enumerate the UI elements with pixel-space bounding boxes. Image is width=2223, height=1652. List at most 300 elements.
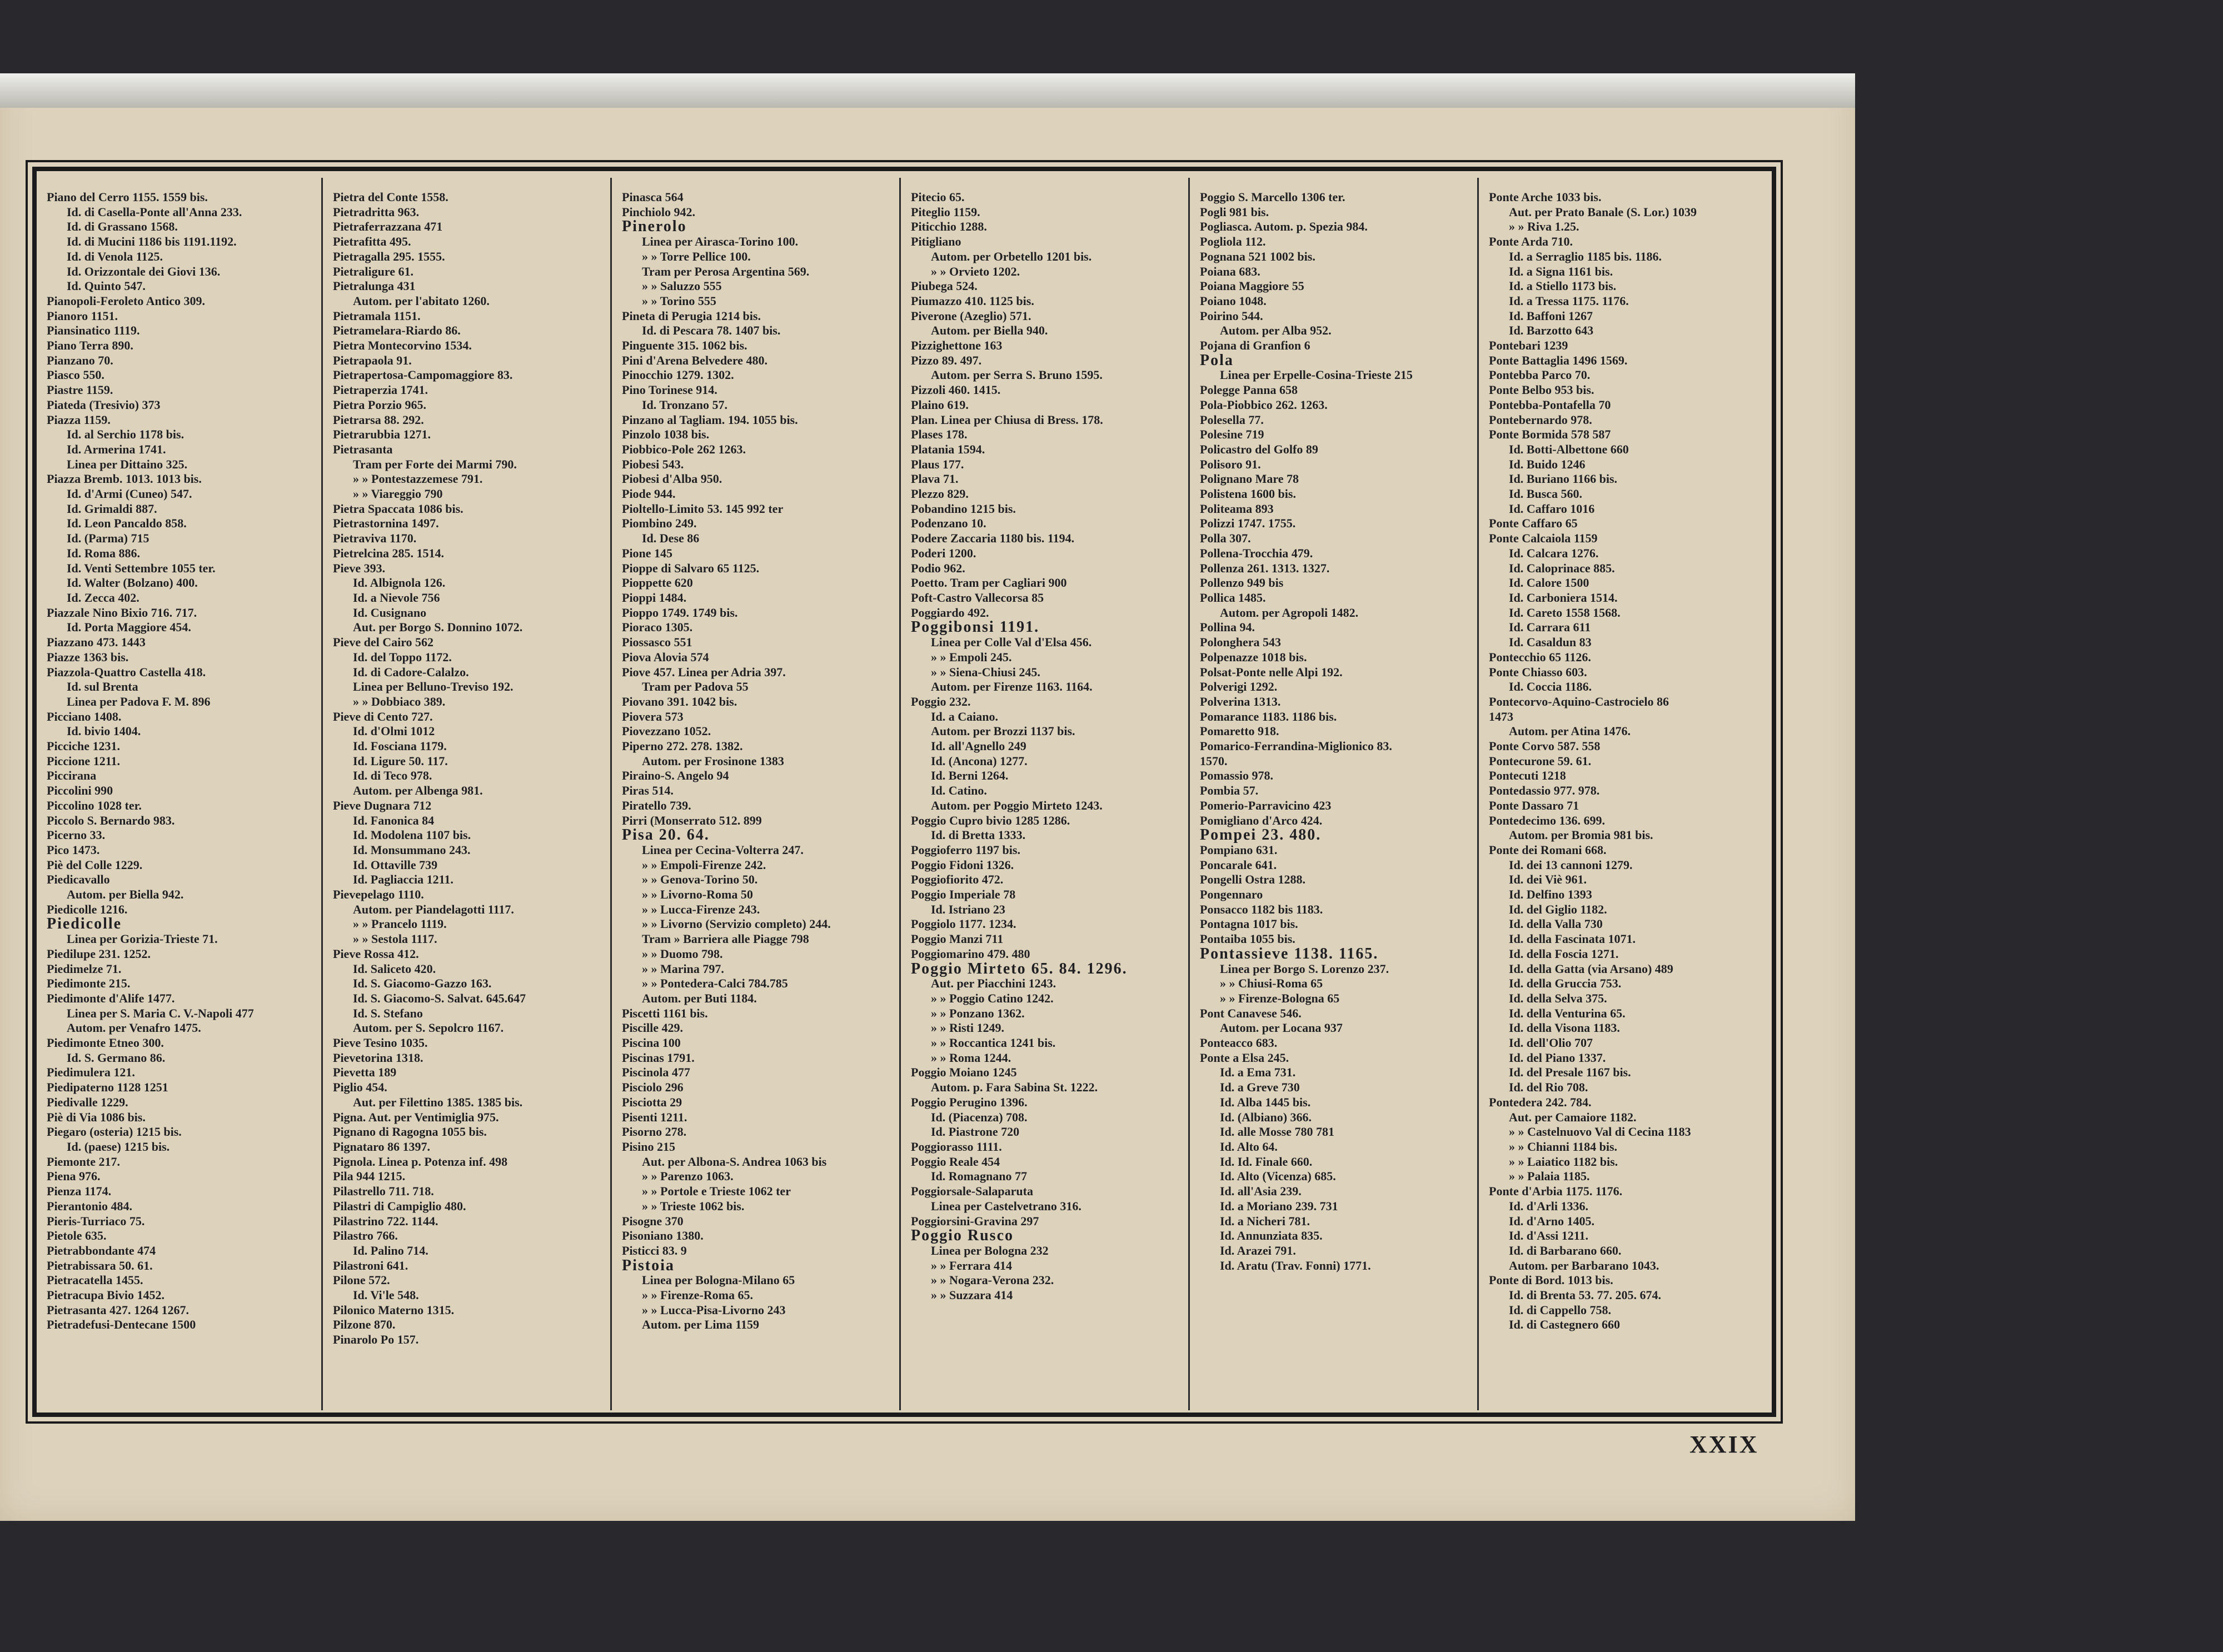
index-entry: Id. di Venola 1125. xyxy=(67,249,163,263)
index-entry: Pizzo 89. 497. xyxy=(911,353,982,367)
index-entry: Id. d'Arno 1405. xyxy=(1509,1214,1595,1228)
index-entry: Id. Grimaldi 887. xyxy=(67,501,157,516)
index-entry: » » Ponzano 1362. xyxy=(931,1006,1025,1020)
index-entry: Id. Porta Maggiore 454. xyxy=(67,620,191,635)
index-entry: Id. Casaldun 83 xyxy=(1509,635,1592,650)
index-entry: Id. Piastrone 720 xyxy=(931,1125,1020,1139)
index-entry: Pietrarubbia 1271. xyxy=(333,427,431,442)
index-entry: Id. all'Agnello 249 xyxy=(931,739,1026,753)
index-entry: Piccolini 990 xyxy=(47,783,113,798)
index-entry: » » Torino 555 xyxy=(642,293,716,308)
index-entry: Pogliasca. Autom. p. Spezia 984. xyxy=(1200,219,1368,234)
index-entry: Id. dell'Olio 707 xyxy=(1509,1036,1593,1050)
index-entry: Ponte dei Romani 668. xyxy=(1489,842,1607,857)
index-entry: Pievetta 189 xyxy=(333,1065,397,1080)
index-entry: Id. di Grassano 1568. xyxy=(67,219,178,234)
index-entry: Linea per Airasca-Torino 100. xyxy=(642,234,799,249)
index-entry: Pieris-Turriaco 75. xyxy=(47,1214,145,1228)
index-entry: Pila 944 1215. xyxy=(333,1169,406,1184)
index-entry: Ponte Arche 1033 bis. xyxy=(1489,190,1602,204)
column-divider xyxy=(1477,178,1479,1410)
index-entry: Pisciotta 29 xyxy=(622,1095,682,1109)
index-entry: Id. del Giglio 1182. xyxy=(1509,902,1607,916)
index-entry: Plaus 177. xyxy=(911,457,964,471)
index-entry: Pieve di Cento 727. xyxy=(333,709,433,723)
index-entry: Pollenzo 949 bis xyxy=(1200,576,1284,590)
index-entry: Pietramelara-Riardo 86. xyxy=(333,323,461,338)
index-entry: Pietra Montecorvino 1534. xyxy=(333,338,472,353)
index-entry: Linea per Dittaino 325. xyxy=(67,457,188,471)
index-entry: Ponte Belbo 953 bis. xyxy=(1489,383,1594,397)
index-entry: Aut. per Filettino 1385. 1385 bis. xyxy=(353,1095,523,1109)
index-entry: Pineta di Perugia 1214 bis. xyxy=(622,308,761,323)
index-entry: Id. Buriano 1166 bis. xyxy=(1509,472,1618,486)
index-entry: Piccione 1211. xyxy=(47,753,120,768)
index-entry: Id. della Visona 1183. xyxy=(1509,1021,1620,1035)
index-entry: Pietraligure 61. xyxy=(333,264,413,278)
index-entry: » » Marina 797. xyxy=(642,961,724,976)
index-entry: Pietraviva 1170. xyxy=(333,531,417,546)
index-entry: Pomarance 1183. 1186 bis. xyxy=(1200,709,1337,723)
index-entry: Piossasco 551 xyxy=(622,635,692,650)
index-entry: Id. di Brenta 53. 77. 205. 674. xyxy=(1509,1288,1662,1302)
index-entry: Pinchiolo 942. xyxy=(622,204,696,219)
index-entry: Piedivalle 1229. xyxy=(47,1095,128,1109)
index-entry: Piazze 1363 bis. xyxy=(47,650,129,664)
index-entry: Id. Walter (Bolzano) 400. xyxy=(67,576,198,590)
index-entry: Piscinas 1791. xyxy=(622,1050,695,1065)
index-entry: Pignataro 86 1397. xyxy=(333,1140,430,1154)
index-entry: Pietrapaola 91. xyxy=(333,353,412,367)
index-entry: Aut. per Albona-S. Andrea 1063 bis xyxy=(642,1154,827,1169)
index-entry: Pilonico Materno 1315. xyxy=(333,1302,455,1317)
index-entry: » » Siena-Chiusi 245. xyxy=(931,665,1040,679)
index-entry: Id. di Bretta 1333. xyxy=(931,828,1026,842)
index-entry: Id. Botti-Albettone 660 xyxy=(1509,442,1629,456)
index-entry: Poetto. Tram per Cagliari 900 xyxy=(911,576,1067,590)
index-entry: Poggiorsale-Salaparuta xyxy=(911,1184,1033,1199)
index-entry: Pignola. Linea p. Potenza inf. 498 xyxy=(333,1154,508,1169)
index-entry: Id. della Fascinata 1071. xyxy=(1509,932,1636,946)
index-entry: » » Trieste 1062 bis. xyxy=(642,1199,745,1213)
index-entry: Piobesi 543. xyxy=(622,457,684,471)
index-entry: Poggioferro 1197 bis. xyxy=(911,842,1020,857)
index-entry: Pontebari 1239 xyxy=(1489,338,1568,353)
index-entry: Id. bivio 1404. xyxy=(67,724,141,738)
index-entry: » » Livorno (Servizio completo) 244. xyxy=(642,917,831,931)
index-entry: Piedicavallo xyxy=(47,872,110,887)
index-entry: Pierantonio 484. xyxy=(47,1199,132,1213)
index-entry: Piazzano 473. 1443 xyxy=(47,635,146,650)
index-entry: Polverigi 1292. xyxy=(1200,680,1278,694)
index-entry: Pietrabissara 50. 61. xyxy=(47,1258,153,1272)
index-entry: Pietraferrazzana 471 xyxy=(333,219,443,234)
index-entry: Piè di Via 1086 bis. xyxy=(47,1110,146,1124)
index-entry: Id. Fanonica 84 xyxy=(353,813,435,827)
index-entry: Autom. per Orbetello 1201 bis. xyxy=(931,249,1092,263)
index-entry: Pieve Rossa 412. xyxy=(333,946,419,961)
index-entry: Polverina 1313. xyxy=(1200,694,1281,708)
index-entry: Id. Monsummano 243. xyxy=(353,842,471,857)
index-entry: Piedimonte d'Alife 1477. xyxy=(47,991,175,1005)
index-entry: Id. Saliceto 420. xyxy=(353,961,436,976)
index-entry: Piombino 249. xyxy=(622,516,697,531)
index-entry: Linea per Padova F. M. 896 xyxy=(67,694,211,708)
index-entry: Piscina 100 xyxy=(622,1036,681,1050)
index-entry: Plan. Linea per Chiusa di Bress. 178. xyxy=(911,412,1103,427)
index-entry: Pitecio 65. xyxy=(911,190,965,204)
index-entry: Pioltello-Limito 53. 145 992 ter xyxy=(622,501,784,516)
index-entry: Piteglio 1159. xyxy=(911,204,980,219)
index-entry: » » Laiatico 1182 bis. xyxy=(1509,1154,1618,1169)
index-entry: Id. Palino 714. xyxy=(353,1243,428,1257)
index-entry: Pollica 1485. xyxy=(1200,590,1266,605)
index-entry: Ponte Battaglia 1496 1569. xyxy=(1489,353,1628,367)
index-entry: Plezzo 829. xyxy=(911,487,969,501)
index-entry: Piovano 391. 1042 bis. xyxy=(622,694,737,708)
index-entry: Pilastri di Campiglio 480. xyxy=(333,1199,466,1213)
index-entry: Pietrastornina 1497. xyxy=(333,516,439,531)
index-entry: Pizzighettone 163 xyxy=(911,338,1003,353)
index-entry: Pinerolo xyxy=(622,218,687,236)
index-column-2 xyxy=(325,190,606,1399)
index-entry: Pilzone 870. xyxy=(333,1317,396,1332)
index-entry: Pomassio 978. xyxy=(1200,768,1273,783)
index-entry: Id. Busca 560. xyxy=(1509,487,1583,501)
index-entry: Piegaro (osteria) 1215 bis. xyxy=(47,1125,182,1139)
index-entry: Id. Istriano 23 xyxy=(931,902,1005,916)
index-entry: Pogli 981 bis. xyxy=(1200,204,1269,219)
index-entry: Pombia 57. xyxy=(1200,783,1259,798)
index-entry: Pontedecimo 136. 699. xyxy=(1489,813,1605,827)
index-entry: Autom. per Bromia 981 bis. xyxy=(1509,828,1653,842)
index-entry: Pontebba Parco 70. xyxy=(1489,368,1591,382)
index-entry: Pisoniano 1380. xyxy=(622,1229,704,1243)
index-entry: Autom. per Piandelagotti 1117. xyxy=(353,902,514,916)
index-entry: Pomerio-Parravicino 423 xyxy=(1200,798,1332,812)
index-entry: Id. Careto 1558 1568. xyxy=(1509,605,1621,620)
index-entry: Picerno 33. xyxy=(47,828,106,842)
index-entry: Pieve del Cairo 562 xyxy=(333,635,434,650)
index-entry: Piova Alovia 574 xyxy=(622,650,709,664)
index-entry: Poggiardo 492. xyxy=(911,605,989,620)
index-entry: Id. al Serchio 1178 bis. xyxy=(67,427,185,442)
index-entry: Pontecchio 65 1126. xyxy=(1489,650,1591,664)
index-entry: Poderi 1200. xyxy=(911,546,976,560)
index-entry: Id. S. Giacomo-Gazzo 163. xyxy=(353,976,492,991)
index-entry: Id. Carrara 611 xyxy=(1509,620,1591,635)
index-entry: » » Poggio Catino 1242. xyxy=(931,991,1054,1005)
index-entry: Id. Baffoni 1267 xyxy=(1509,308,1593,323)
index-entry: Pontedera 242. 784. xyxy=(1489,1095,1592,1109)
index-entry: » » Chiusi-Roma 65 xyxy=(1220,976,1323,991)
index-entry: Id. della Foscia 1271. xyxy=(1509,946,1619,961)
index-entry: Id. a Signa 1161 bis. xyxy=(1509,264,1613,278)
index-entry: Poggio Reale 454 xyxy=(911,1154,1000,1169)
index-entry: Piedimonte 215. xyxy=(47,976,131,991)
index-entry: Id. all'Asia 239. xyxy=(1220,1184,1302,1199)
index-entry: Podenzano 10. xyxy=(911,516,986,531)
index-entry: Linea per Colle Val d'Elsa 456. xyxy=(931,635,1092,650)
index-entry: Podio 962. xyxy=(911,561,965,575)
index-entry: Pietra Spaccata 1086 bis. xyxy=(333,501,463,516)
index-entry: Piscetti 1161 bis. xyxy=(622,1006,708,1020)
index-entry: Pianoro 1151. xyxy=(47,308,118,323)
index-entry: Pontagna 1017 bis. xyxy=(1200,917,1298,931)
index-entry: Id. della Gruccia 753. xyxy=(1509,976,1622,991)
index-entry: Pietradritta 963. xyxy=(333,204,420,219)
index-entry: Autom. per Barbarano 1043. xyxy=(1509,1258,1659,1272)
index-entry: Pinocchio 1279. 1302. xyxy=(622,368,734,382)
index-entry: Pieve Dugnara 712 xyxy=(333,798,432,812)
index-entry: Poggiorasso 1111. xyxy=(911,1140,1002,1154)
index-entry: Polegge Panna 658 xyxy=(1200,383,1298,397)
index-entry: Id. di Cadore-Calalzo. xyxy=(353,665,469,679)
index-entry: Picciano 1408. xyxy=(47,709,122,723)
index-entry: Autom. per Firenze 1163. 1164. xyxy=(931,680,1093,694)
index-entry: Polesine 719 xyxy=(1200,427,1264,442)
index-entry: » » Risti 1249. xyxy=(931,1021,1004,1035)
index-entry: Id. Pagliaccia 1211. xyxy=(353,872,453,887)
index-entry: » » Ferrara 414 xyxy=(931,1258,1012,1272)
index-entry: Poiana Maggiore 55 xyxy=(1200,279,1304,293)
index-entry: Pisticci 83. 9 xyxy=(622,1243,687,1257)
index-entry: Poncarale 641. xyxy=(1200,857,1277,872)
index-entry: » » Roma 1244. xyxy=(931,1050,1011,1065)
index-column-5 xyxy=(1192,190,1473,1399)
index-entry: Poggio Cupro bivio 1285 1286. xyxy=(911,813,1070,827)
index-entry: Piena 976. xyxy=(47,1169,101,1184)
index-entry: Pignano di Ragogna 1055 bis. xyxy=(333,1125,487,1139)
index-entry: Autom. per Alba 952. xyxy=(1220,323,1332,338)
index-entry: Autom. per l'abitato 1260. xyxy=(353,293,490,308)
index-entry: Autom. per Biella 942. xyxy=(67,887,184,902)
index-entry: Linea per Castelvetrano 316. xyxy=(931,1199,1081,1213)
index-entry: Pola xyxy=(1200,351,1234,369)
index-entry: Id. di Barbarano 660. xyxy=(1509,1243,1622,1257)
index-entry: Piccolino 1028 ter. xyxy=(47,798,142,812)
index-entry: Id. Roma 886. xyxy=(67,546,141,560)
index-entry: Id. Zecca 402. xyxy=(67,590,139,605)
index-entry: Poggio Fidoni 1326. xyxy=(911,857,1014,872)
index-entry: Aut. per Prato Banale (S. Lor.) 1039 xyxy=(1509,204,1697,219)
index-entry: Ponte Bormida 578 587 xyxy=(1489,427,1611,442)
index-entry: Tram per Padova 55 xyxy=(642,680,749,694)
index-entry: Id. di Mucini 1186 bis 1191.1192. xyxy=(67,234,237,249)
index-entry: Polonghera 543 xyxy=(1200,635,1282,650)
index-entry: Id. dei 13 cannoni 1279. xyxy=(1509,857,1633,872)
index-entry: Id. della Selva 375. xyxy=(1509,991,1607,1005)
index-entry: Pinarolo Po 157. xyxy=(333,1332,419,1347)
index-entry: Piedimulera 121. xyxy=(47,1065,135,1080)
index-entry: Autom. per Frosinone 1383 xyxy=(642,753,784,768)
index-entry: Id. dei Viè 961. xyxy=(1509,872,1587,887)
index-entry: Pico 1473. xyxy=(47,842,100,857)
index-entry: » » Viareggio 790 xyxy=(353,487,443,501)
index-entry: Pont Canavese 546. xyxy=(1200,1006,1302,1020)
index-entry: Piovera 573 xyxy=(622,709,684,723)
index-entry: Linea per Cecina-Volterra 247. xyxy=(642,842,804,857)
index-entry: Pongennaro xyxy=(1200,887,1263,902)
index-entry: Ponte di Bord. 1013 bis. xyxy=(1489,1273,1613,1287)
index-entry: Pognana 521 1002 bis. xyxy=(1200,249,1315,263)
index-entry: Pioppo 1749. 1749 bis. xyxy=(622,605,738,620)
index-entry: Autom. per Venafro 1475. xyxy=(67,1021,201,1035)
index-entry: Id. Calcara 1276. xyxy=(1509,546,1599,560)
index-entry: Id. Calore 1500 xyxy=(1509,576,1589,590)
index-entry: Id. Ottaville 739 xyxy=(353,857,438,872)
index-entry: Pigna. Aut. per Ventimiglia 975. xyxy=(333,1110,499,1124)
index-entry: Id. Aratu (Trav. Fonni) 1771. xyxy=(1220,1258,1371,1272)
index-entry: Platania 1594. xyxy=(911,442,985,456)
index-entry: Piateda (Tresivio) 373 xyxy=(47,397,161,412)
index-entry: Id. Berni 1264. xyxy=(931,768,1009,783)
index-entry: Pietrabbondante 474 xyxy=(47,1243,156,1257)
index-entry: Pontecorvo-Aquino-Castrocielo 86 xyxy=(1489,694,1669,708)
index-entry: Plases 178. xyxy=(911,427,968,442)
index-entry: Pino Torinese 914. xyxy=(622,383,717,397)
index-entry: Id. della Valla 730 xyxy=(1509,917,1603,931)
index-entry: Pietragalla 295. 1555. xyxy=(333,249,445,263)
index-entry: Pinguente 315. 1062 bis. xyxy=(622,338,747,353)
index-entry: » » Pontestazzemese 791. xyxy=(353,472,483,486)
index-entry: » » Chianni 1184 bis. xyxy=(1509,1140,1618,1154)
index-entry: Politeama 893 xyxy=(1200,501,1274,516)
index-entry: Id. Arazei 791. xyxy=(1220,1243,1296,1257)
index-entry: Pioppi 1484. xyxy=(622,590,687,605)
index-entry: Polla 307. xyxy=(1200,531,1251,546)
index-entry: Id. (Ancona) 1277. xyxy=(931,753,1028,768)
index-entry: Pisa 20. 64. xyxy=(622,826,710,844)
index-entry: Id. a Nicheri 781. xyxy=(1220,1214,1310,1228)
index-entry: » » Dobbiaco 389. xyxy=(353,694,446,708)
index-entry: Id. Delfino 1393 xyxy=(1509,887,1592,902)
index-entry: Pisino 215 xyxy=(622,1140,675,1154)
index-entry: » » Duomo 798. xyxy=(642,946,723,961)
index-entry: Piumazzo 410. 1125 bis. xyxy=(911,293,1034,308)
index-entry: Id. S. Stefano xyxy=(353,1006,423,1020)
index-entry: Piazzale Nino Bixio 716. 717. xyxy=(47,605,197,620)
index-entry: Id. (Piacenza) 708. xyxy=(931,1110,1028,1124)
index-entry: Id. del Presale 1167 bis. xyxy=(1509,1065,1631,1080)
index-entry: Ponte Arda 710. xyxy=(1489,234,1573,249)
index-entry: Pompiano 631. xyxy=(1200,842,1278,857)
index-entry: Poggio Perugino 1396. xyxy=(911,1095,1028,1109)
index-entry: Poggio Imperiale 78 xyxy=(911,887,1016,902)
column-divider xyxy=(610,178,612,1410)
index-entry: Id. a Greve 730 xyxy=(1220,1080,1300,1095)
index-entry: » » Pontedera-Calci 784.785 xyxy=(642,976,788,991)
index-entry: Id. Armerina 1741. xyxy=(67,442,166,456)
index-entry: Poiano 1048. xyxy=(1200,293,1267,308)
index-column-3 xyxy=(614,190,895,1399)
index-entry: Poggiomarino 479. 480 xyxy=(911,946,1030,961)
index-entry: » » Nogara-Verona 232. xyxy=(931,1273,1054,1287)
index-entry: Poggio Manzi 711 xyxy=(911,932,1004,946)
index-entry: Piedimelze 71. xyxy=(47,961,122,976)
index-entry: Piasco 550. xyxy=(47,368,104,382)
index-entry: Pistoia xyxy=(622,1256,675,1274)
index-entry: Pinasca 564 xyxy=(622,190,684,204)
index-entry: Id. a Caiano. xyxy=(931,709,999,723)
index-entry: Id. d'Assi 1211. xyxy=(1509,1229,1589,1243)
index-entry: Pomarico-Ferrandina-Miglionico 83. xyxy=(1200,739,1392,753)
index-entry: Piemonte 217. xyxy=(47,1154,120,1169)
index-entry: Pietrelcina 285. 1514. xyxy=(333,546,444,560)
index-entry: Pirri (Monserrato 512. 899 xyxy=(622,813,762,827)
index-entry: » » Saluzzo 555 xyxy=(642,279,722,293)
index-entry: Pojana di Granfion 6 xyxy=(1200,338,1310,353)
index-entry: Tram » Barriera alle Piagge 798 xyxy=(642,932,809,946)
index-entry: Id. Alto 64. xyxy=(1220,1140,1278,1154)
index-entry: Id. a Serraglio 1185 bis. 1186. xyxy=(1509,249,1662,263)
index-entry: Piovezzano 1052. xyxy=(622,724,711,738)
index-entry: Ponte d'Arbia 1175. 1176. xyxy=(1489,1184,1623,1199)
index-entry: Pilone 572. xyxy=(333,1273,390,1287)
index-entry: Id. di Casella-Ponte all'Anna 233. xyxy=(67,204,242,219)
index-entry: » » Lucca-Pisa-Livorno 243 xyxy=(642,1302,786,1317)
index-entry: Id. Venti Settembre 1055 ter. xyxy=(67,561,216,575)
index-entry: Ponsacco 1182 bis 1183. xyxy=(1200,902,1323,916)
index-entry: Piedicolle xyxy=(47,915,122,933)
index-entry: Piras 514. xyxy=(622,783,674,798)
index-entry: Pietra del Conte 1558. xyxy=(333,190,448,204)
index-entry: Pietramala 1151. xyxy=(333,308,421,323)
index-column-6 xyxy=(1481,190,1762,1399)
index-entry: Pollenza 261. 1313. 1327. xyxy=(1200,561,1330,575)
index-entry: Pizzoli 460. 1415. xyxy=(911,383,1001,397)
index-entry: Ponte Corvo 587. 558 xyxy=(1489,739,1601,753)
index-entry: Id. Modolena 1107 bis. xyxy=(353,828,471,842)
index-entry: Pietralunga 431 xyxy=(333,279,416,293)
index-entry: Tram per Perosa Argentina 569. xyxy=(642,264,810,278)
index-entry: Id. Albignola 126. xyxy=(353,576,446,590)
index-column-4 xyxy=(903,190,1184,1399)
index-entry: Pisorno 278. xyxy=(622,1125,687,1139)
index-entry: » » Riva 1.25. xyxy=(1509,219,1579,234)
index-entry: Autom. per Serra S. Bruno 1595. xyxy=(931,368,1103,382)
index-entry: Piano Terra 890. xyxy=(47,338,133,353)
index-entry: Ponte Caffaro 65 xyxy=(1489,516,1578,531)
index-entry: Pisciolo 296 xyxy=(622,1080,684,1095)
index-entry: Ponte Calcaiola 1159 xyxy=(1489,531,1598,546)
index-entry: Id. Cusignano xyxy=(353,605,427,620)
index-entry: Pobandino 1215 bis. xyxy=(911,501,1016,516)
index-entry: Pomaretto 918. xyxy=(1200,724,1279,738)
index-entry: Podere Zaccaria 1180 bis. 1194. xyxy=(911,531,1075,546)
index-entry: Id. Ligure 50. 117. xyxy=(353,753,448,768)
index-entry: Poggio S. Marcello 1306 ter. xyxy=(1200,190,1345,204)
index-entry: Pilastrino 722. 1144. xyxy=(333,1214,438,1228)
index-entry: Piubega 524. xyxy=(911,279,978,293)
index-entry: 1570. xyxy=(1200,753,1228,768)
index-entry: Piazza 1159. xyxy=(47,412,111,427)
index-entry: Pietracatella 1455. xyxy=(47,1273,143,1287)
page-number: XXIX xyxy=(1689,1431,1759,1458)
index-entry: Piccirana xyxy=(47,768,97,783)
index-entry: Id. d'Olmi 1012 xyxy=(353,724,435,738)
index-entry: Poggiofiorito 472. xyxy=(911,872,1004,887)
index-entry: Piedipaterno 1128 1251 xyxy=(47,1080,168,1095)
index-entry: Id. Romagnano 77 xyxy=(931,1169,1027,1184)
index-entry: Id. del Toppo 1172. xyxy=(353,650,452,664)
index-entry: Id. (Parma) 715 xyxy=(67,531,149,546)
index-entry: Id. del Rio 708. xyxy=(1509,1080,1588,1095)
index-entry: Pioppette 620 xyxy=(622,576,693,590)
index-entry: Piccolo S. Bernardo 983. xyxy=(47,813,175,827)
index-entry: Polesella 77. xyxy=(1200,412,1264,427)
index-entry: Poggio 232. xyxy=(911,694,971,708)
